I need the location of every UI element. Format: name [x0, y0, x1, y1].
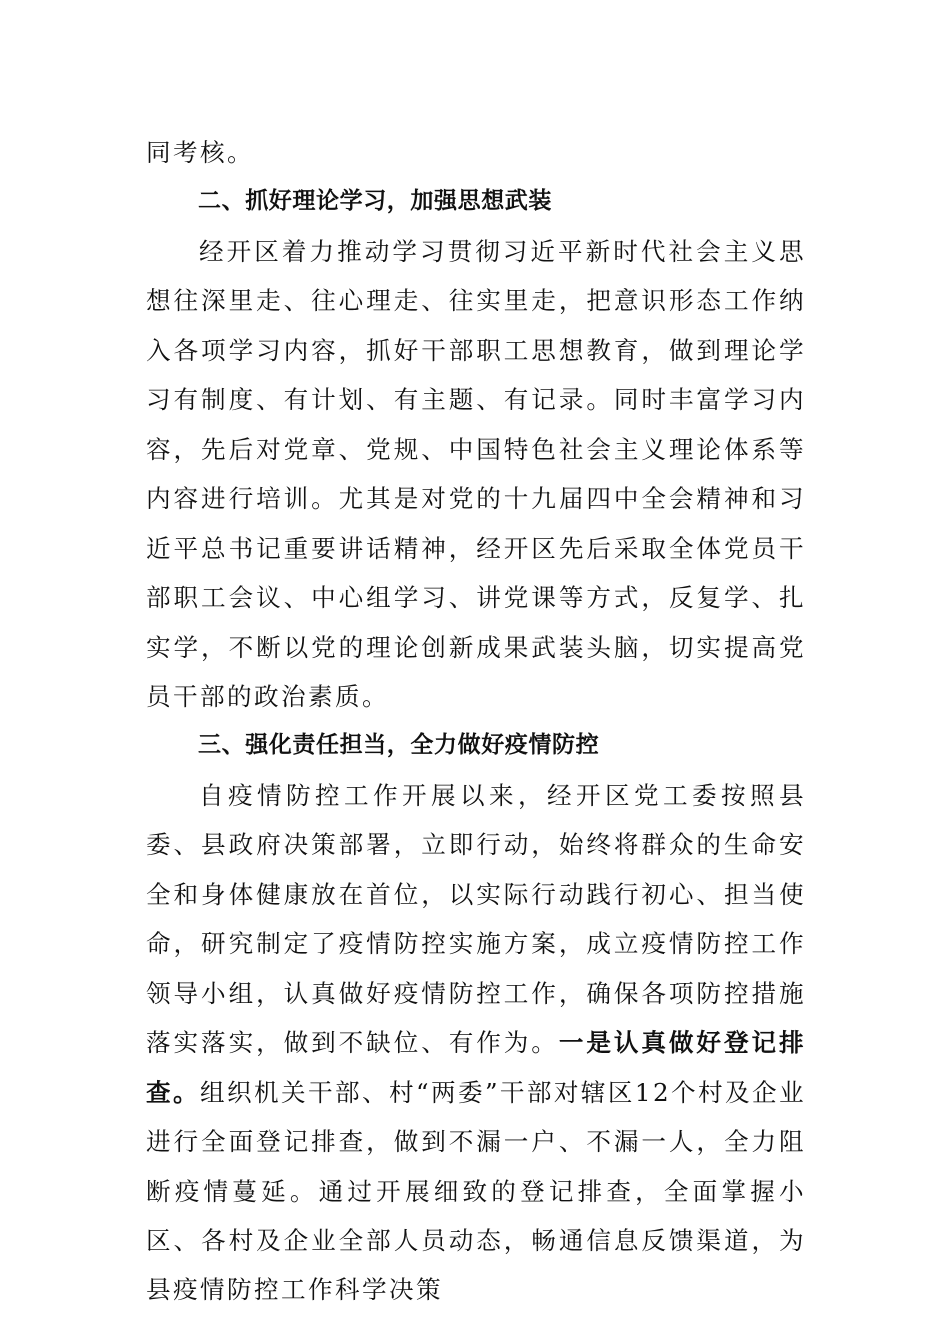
paragraph-theory-study: 经开区着力推动学习贯彻习近平新时代社会主义思想往深里走、往心理走、往实里走，把意识形态工作纳入各项学习内容，抓好干部职工思想教育，做到理论学习有制度、有计划、有主题、有记录。同时丰富学习内容，先后对党章、党规、中国特色社会主义理论体系等内容进行培训。尤其是对党的十九届四中全会精神和习近平总书记重要讲话精神，经开区先后采取全体党员干部职工会议、中心组学习、讲党课等方式，反复学、扎实学，不断以党的理论创新成果武装头脑，切实提高党员干部的政治素质。: [146, 236, 806, 711]
paragraph-text-intro: 自疫情防控工作开展以来，经开区党工委按照县委、县政府决策部署，立即行动，始终将群众的生命安全和身体健康放在首位，以实际行动践行初心、担当使命，研究制定了疫情防控实施方案，成立疫情防控工作领导小组，认真做好疫情防控工作，确保各项防控措施落实落实，做到不缺位、有作为。: [146, 780, 806, 1058]
paragraph-continuation: 同考核。: [146, 138, 254, 167]
document-body: [146, 128, 806, 1315]
paragraph-bold-point: 一是认真做好登记排查。: [146, 1028, 806, 1107]
section-heading-2: 二、抓好理论学习，加强思想武装: [198, 188, 552, 215]
paragraph-text-detail: 组织机关干部、村“两委”干部对辖区12个村及企业进行全面登记排查，做到不漏一户、不漏一人，全力阻断疫情蔓延。通过开展细致的登记排查，全面掌握小区、各村及企业全部人员动态，畅通信息反馈渠道，为县疫情防控工作科学决策: [146, 1077, 806, 1305]
section-heading-3: 三、强化责任担当，全力做好疫情防控: [198, 732, 600, 759]
paragraph-epidemic-control: [146, 771, 806, 1315]
